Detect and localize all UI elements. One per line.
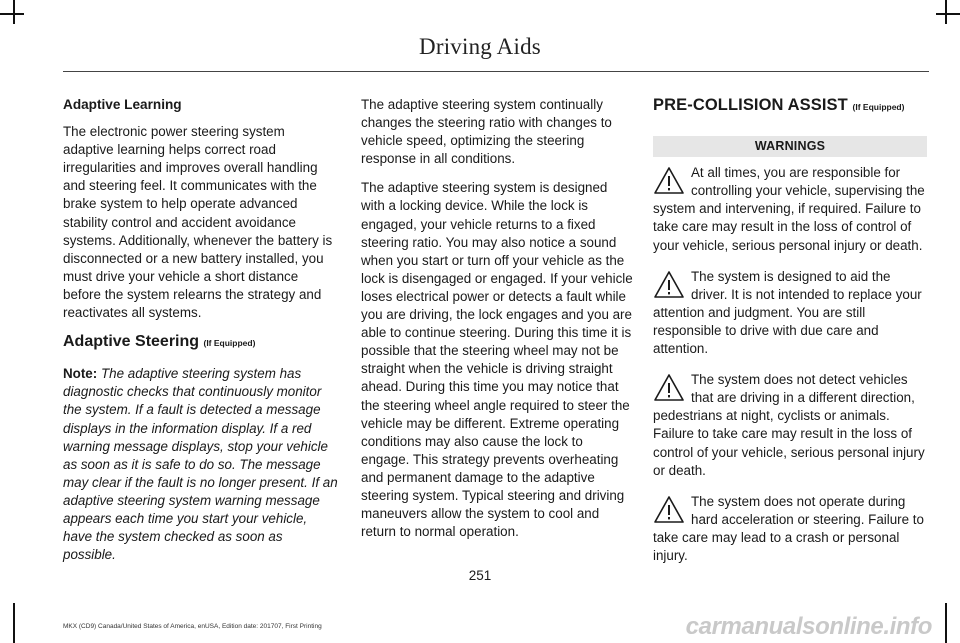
warning-item bbox=[653, 268, 927, 358]
if-equipped-label: (If Equipped) bbox=[203, 338, 256, 349]
warning-item bbox=[653, 371, 927, 480]
column-middle bbox=[361, 96, 633, 552]
warning-triangle-icon bbox=[653, 373, 685, 403]
warnings-header: WARNINGS bbox=[653, 136, 927, 157]
crop-mark-top-right-h bbox=[936, 13, 960, 15]
crop-mark-bottom-right bbox=[945, 603, 947, 643]
page-number: 251 bbox=[468, 568, 492, 583]
if-equipped-label: (If Equipped) bbox=[852, 102, 905, 112]
header-divider bbox=[63, 71, 929, 72]
note-label: Note: bbox=[63, 366, 98, 382]
warning-triangle-icon bbox=[653, 270, 685, 300]
paragraph-adaptive-learning: The electronic power steering system adaptive learning helps correct road irregularities and improves overall handling and steering feel. It communicates with the brake system to help operate advanced stability control and accident avoidance systems. Additionally, whenever the battery is disconnected or a new battery installed, you must drive your vehicle a short distance before the system relearns the strategy and reactivates all systems. bbox=[63, 124, 333, 321]
paragraph-locking-device: The adaptive steering system is designed with a locking device. While the lock is engaged, your vehicle returns to a fixed steering ratio. You may also notice a sound when you start or turn off your vehicle as the lock is disengaged or engaged. If your vehicle loses electrical power or detects a fault while you are driving, the lock engages and you are able to continue steering. During this time it is possible that the steering wheel may not be straight when the vehicle is driving straight ahead. During this time you may notice that the steering wheel angle required to steer the vehicle may be different. Extreme operating conditions may also cause the lock to engage. This strategy prevents overheating and permanent damage to the adaptive steering system. Typical steering and driving maneuvers allow the system to cool and return to normal operation. bbox=[361, 180, 633, 540]
heading-pre-collision-assist bbox=[653, 96, 927, 116]
note-text: The adaptive steering system has diagnostic checks that continuously monitor the system. If a fault is detected a message displays in the information display. If a red warning message displays, stop your vehicle as soon as it is safe to do so. The message may clear if the fault is no longer present. If an adaptive steering system warning message appears each time you start your vehicle, have the system checked as soon as possible. bbox=[63, 366, 338, 563]
heading-adaptive-steering-text: Adaptive Steering bbox=[63, 333, 200, 351]
heading-adaptive-learning: Adaptive Learning bbox=[63, 97, 182, 112]
warning-item bbox=[653, 164, 927, 254]
warning-item bbox=[653, 493, 927, 565]
watermark: carmanualsonline.info bbox=[685, 613, 932, 640]
note-adaptive-steering bbox=[63, 365, 339, 564]
warning-text: The system does not operate during hard acceleration or steering. Failure to take care may lead to a crash or personal injury. bbox=[653, 493, 924, 563]
page-header-title: Driving Aids bbox=[419, 34, 541, 59]
crop-mark-bottom-left bbox=[13, 603, 15, 643]
crop-mark-top-left-h bbox=[0, 13, 24, 15]
warning-triangle-icon bbox=[653, 166, 685, 196]
column-left bbox=[63, 96, 339, 575]
warning-text: The system is designed to aid the driver. It is not intended to replace your attention and judgment. You are still responsible to drive with due care and attention. bbox=[653, 268, 922, 357]
heading-pre-collision-text: PRE-COLLISION ASSIST bbox=[653, 96, 848, 114]
warning-triangle-icon bbox=[653, 495, 685, 525]
warning-text: At all times, you are responsible for controlling your vehicle, supervising the system and intervening, if required. Failure to take care may result in the loss of control of your vehicle, serious personal injury or death. bbox=[653, 165, 925, 253]
column-right bbox=[653, 96, 927, 578]
heading-adaptive-steering bbox=[63, 333, 339, 352]
warning-text: The system does not detect vehicles that are driving in a different direction, pedestrians at night, cyclists or animals. Failure to take care may result in the loss of control of your vehicle, serious personal injury or death. bbox=[653, 372, 925, 478]
edition-line: MKX (CD9) Canada/United States of America, enUSA, Edition date: 201707, First Printing bbox=[63, 623, 322, 630]
crop-mark-top-right bbox=[945, 0, 947, 24]
crop-mark-top-left bbox=[13, 0, 15, 24]
paragraph-steering-ratio: The adaptive steering system continually changes the steering ratio with changes to vehicle speed, optimizing the steering response in all conditions. bbox=[361, 97, 612, 167]
